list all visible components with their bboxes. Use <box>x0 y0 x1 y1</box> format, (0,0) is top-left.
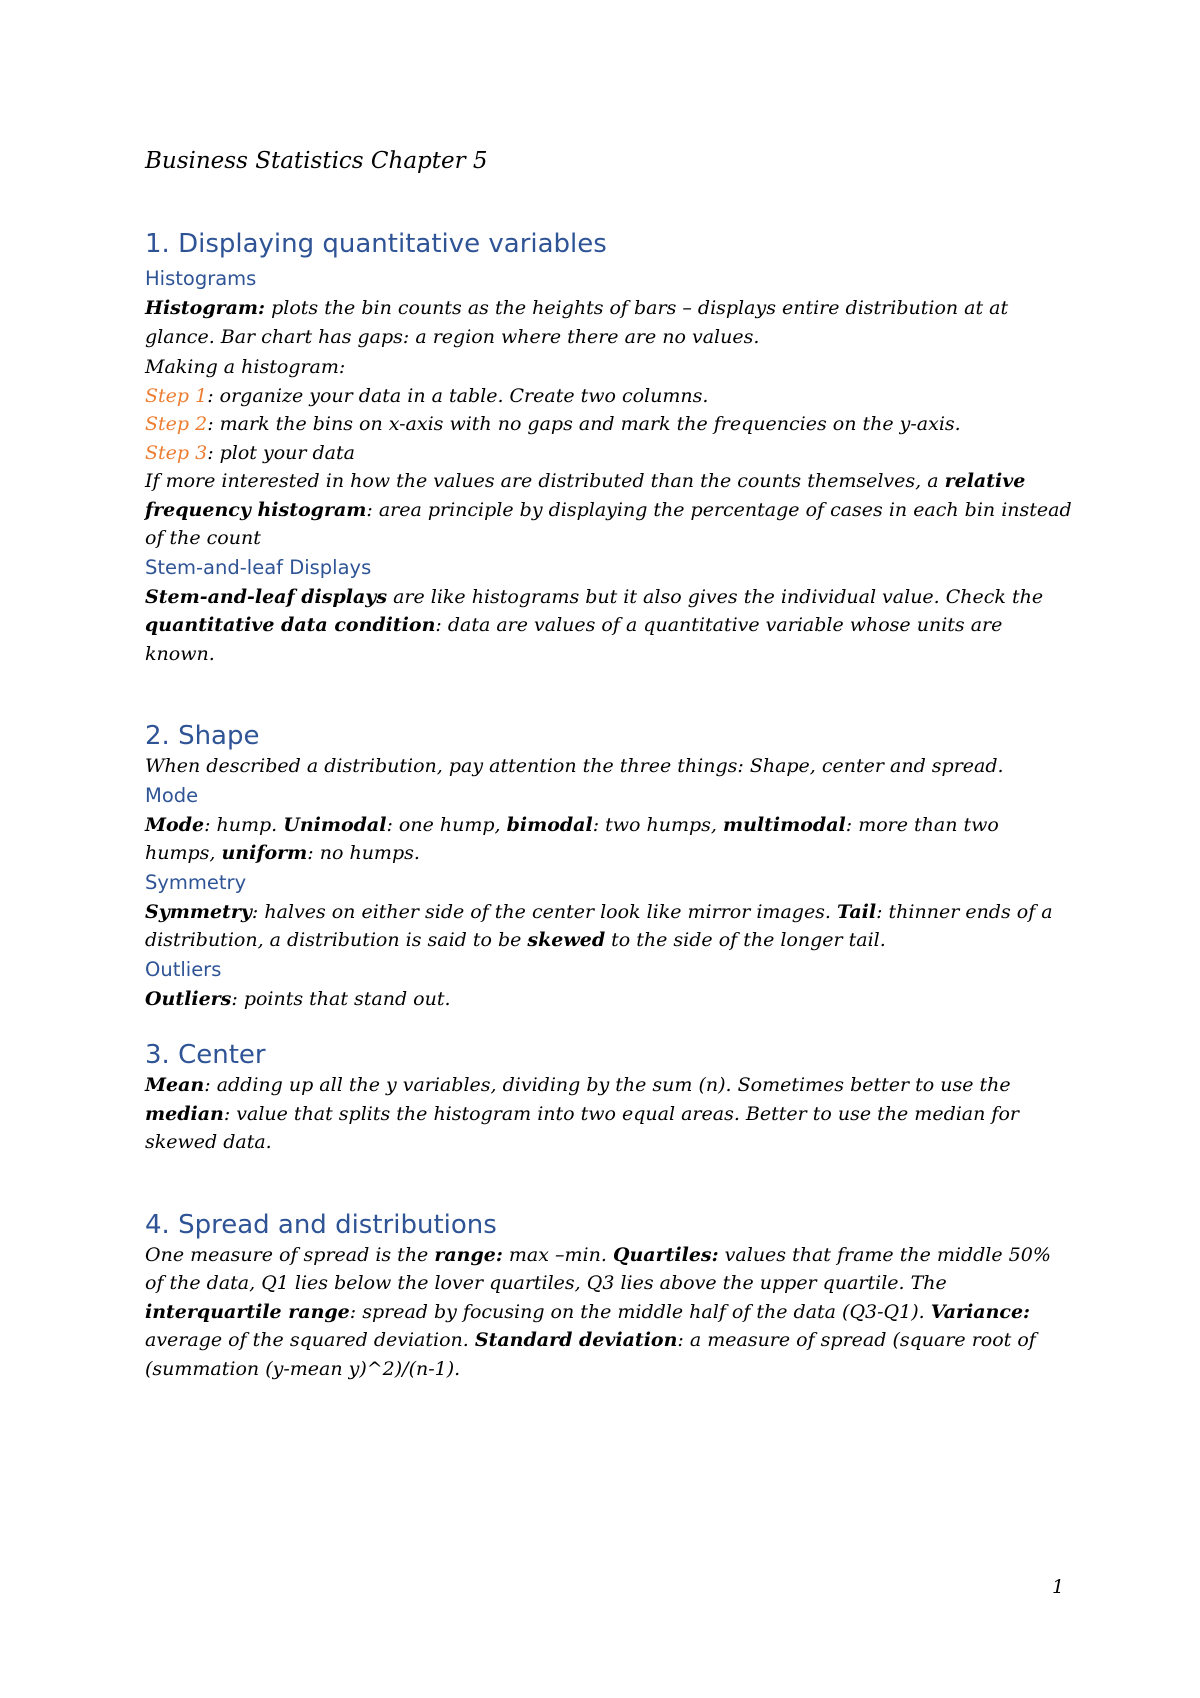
term-multimodal: multimodal <box>723 813 846 836</box>
histogram-definition <box>145 294 1075 351</box>
spread-text-2: values that frame the middle 50% of the data, Q1 lies below the lover quartiles, Q3 lies above the upper quartile. The <box>145 1243 1051 1294</box>
relative-frequency-pre: If more interested in how the values are distributed than the counts themselves, a <box>145 470 945 492</box>
step-3 <box>145 439 1075 468</box>
spread-text-0: One measure of spread is the <box>145 1243 435 1266</box>
term-range: range: <box>434 1243 503 1266</box>
mode-text-2: : one hump, <box>386 813 507 836</box>
making-histogram: Making a histogram: <box>145 356 346 378</box>
section-3-heading: 3. Center <box>145 1040 266 1070</box>
symmetry-heading: Symmetry <box>145 870 247 894</box>
center-text-2: : value that splits the histogram into two equal areas. Better to use the median for skewed data. <box>145 1102 1019 1153</box>
symmetry-text-2: : thinner ends of a distribution, a distribution is said to be <box>145 900 1053 951</box>
mode-heading: Mode <box>145 783 199 807</box>
step-3-label: Step 3 <box>145 441 208 464</box>
histogram-definition-text: plots the bin counts as the heights of bars – displays entire distribution at at glance. Bar chart has gaps: a region where there are no values. <box>145 297 1009 348</box>
section-4-heading: 4. Spread and distributions <box>145 1209 497 1240</box>
page-number: 1 <box>1052 1576 1065 1598</box>
relative-frequency-post: : area principle by displaying the percentage of cases in each bin instead of the count <box>145 498 1072 549</box>
term-relative-frequency-histogram: relative frequency histogram <box>145 470 1026 521</box>
step-1-label: Step 1 <box>145 384 208 407</box>
shape-intro: When described a distribution, pay attention the three things: Shape, center and spread. <box>145 755 1004 777</box>
document-title: Business Statistics Chapter 5 <box>145 148 488 174</box>
stem-leaf-paragraph <box>145 583 1075 669</box>
term-symmetry: Symmetry <box>145 900 252 923</box>
stem-leaf-heading: Stem-and-leaf Displays <box>145 555 372 579</box>
document-page <box>145 146 1075 1385</box>
term-mean: Mean <box>145 1074 205 1096</box>
term-quartiles: Quartiles: <box>612 1243 719 1266</box>
step-1-text: : organize your data in a table. Create two columns. <box>207 384 709 407</box>
term-mode: Mode <box>145 813 205 836</box>
mode-text-1: : hump. <box>204 813 284 836</box>
stem-leaf-text-2: : data are values of a quantitative variable whose units are known. <box>145 614 1003 665</box>
step-2-label: Step 2 <box>145 413 208 435</box>
mode-text-3: : two humps, <box>592 813 724 836</box>
outliers-heading: Outliers <box>145 957 222 981</box>
step-1 <box>145 382 1075 411</box>
relative-frequency-paragraph <box>145 467 1075 553</box>
term-variance: Variance: <box>930 1300 1031 1323</box>
spread-text-3: : spread by focusing on the middle half of the data (Q3-Q1). <box>349 1300 931 1323</box>
mode-text-5: : no humps. <box>307 842 420 864</box>
center-paragraph <box>145 1071 1075 1157</box>
section-1-heading: 1. Displaying quantitative variables <box>145 229 607 259</box>
center-text-1: : adding up all the y variables, dividing by the sum (n). Sometimes better to use the <box>204 1074 1011 1096</box>
term-uniform: uniform <box>221 842 308 864</box>
mode-text-4: : more than two humps, <box>145 813 999 864</box>
section-2-heading: 2. Shape <box>145 721 260 751</box>
mode-paragraph <box>145 811 1075 868</box>
term-tail: Tail <box>837 900 877 923</box>
step-2-text: : mark the bins on x-axis with no gaps and mark the frequencies on the y-axis. <box>207 413 961 435</box>
step-2 <box>145 410 1075 439</box>
term-skewed: skewed <box>527 929 606 951</box>
symmetry-text-3: to the side of the longer tail. <box>605 929 886 951</box>
term-median: median <box>145 1102 224 1125</box>
histograms-heading: Histograms <box>145 267 257 290</box>
outliers-text: : points that stand out. <box>231 987 451 1010</box>
term-stem-and-leaf: Stem-and-leaf displays <box>145 585 388 608</box>
spread-text-1: max –min. <box>502 1243 613 1266</box>
spread-text-4: average of the squared deviation. <box>145 1329 475 1351</box>
symmetry-paragraph <box>145 898 1075 955</box>
symmetry-text-1: : halves on either side of the center look like mirror images. <box>251 900 838 923</box>
term-outliers: Outliers <box>145 987 232 1010</box>
spread-paragraph <box>145 1241 1075 1384</box>
term-bimodal: bimodal <box>506 813 593 836</box>
term-unimodal: Unimodal <box>283 813 387 836</box>
term-histogram: Histogram: <box>145 297 266 319</box>
term-standard-deviation: Standard deviation <box>474 1329 678 1351</box>
spread-text-5: : a measure of spread (square root of (summation (y-mean y)^2)/(n-1). <box>145 1329 1036 1380</box>
term-quantitative-data-condition: quantitative data condition <box>145 614 436 636</box>
term-interquartile-range: interquartile range <box>145 1300 350 1323</box>
outliers-paragraph <box>145 985 1075 1014</box>
stem-leaf-text-1: are like histograms but it also gives the individual value. Check the <box>387 585 1044 608</box>
step-3-text: : plot your data <box>207 441 355 464</box>
